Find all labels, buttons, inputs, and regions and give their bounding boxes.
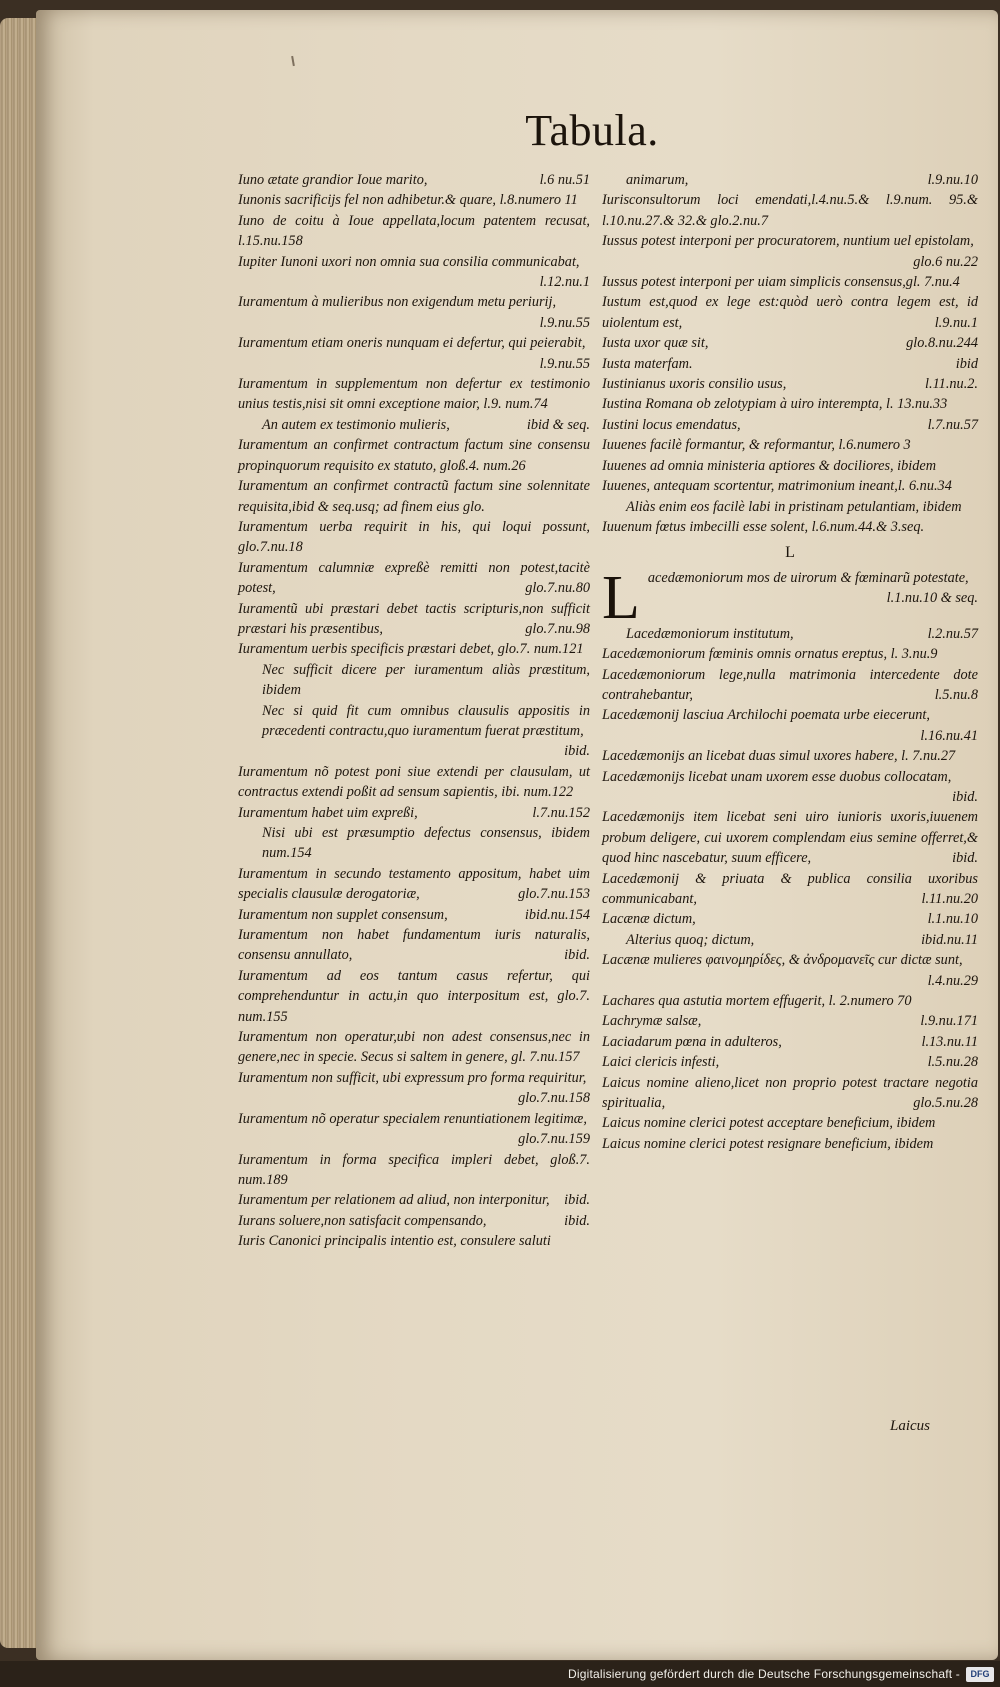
entry-reference: glo.7.nu.153 <box>518 886 590 903</box>
entry-text: Iuramentum nõ potest poni siue extendi per clausulam, ut contractus extendi poßit ad sensum sapientis, ibi. num.122 <box>238 763 590 801</box>
entry-text: Iuramentum in supplementum non defertur ex testimonio unius testis,nisi sit omni exceptione maior, l.9. num.74 <box>238 376 590 413</box>
entry-reference: ibid.nu.154 <box>524 906 590 923</box>
entry-reference: ibid & seq. <box>526 416 590 433</box>
entry-text: Iuramentum ad eos tantum casus refertur, qui comprehenduntur in actu,in quo interpositum est, glo.7. num.155 <box>238 967 590 1025</box>
index-entry <box>238 1231 590 1251</box>
index-subentry <box>238 660 590 701</box>
entry-reference: glo.8.nu.244 <box>906 335 978 352</box>
index-entry <box>602 272 978 292</box>
entry-reference: l.1.nu.10 <box>927 911 978 928</box>
book-page <box>36 10 998 1660</box>
index-entry <box>238 558 590 599</box>
entry-text: Nec si quid fit cum omnibus clausulis appositis in præcedenti contractu,quo iuramentum fuerat præstitum, <box>262 702 590 739</box>
entry-text: Iupiter Iunoni uxori non omnia sua consilia communicabat, <box>238 253 580 270</box>
index-entry <box>238 925 590 966</box>
index-entry <box>238 211 590 252</box>
entry-text: Iuramentum an confirmet contractum factum sine consensu propinquorum requisito ex statuto, gloß.4. num.26 <box>238 437 590 474</box>
entry-text: Iuno ætate grandior Ioue marito, <box>238 172 428 188</box>
index-entry <box>602 909 978 929</box>
index-entry <box>602 231 978 272</box>
entry-text: Laciadarum pœna in adulteros, <box>602 1033 782 1050</box>
index-column-left <box>238 170 590 1252</box>
entry-reference: glo.7.nu.158 <box>518 1090 590 1107</box>
index-entry <box>602 705 978 746</box>
entry-reference: l.11.nu.20 <box>921 891 978 907</box>
entry-text: Lacedæmonij & priuata & publica consilia uxoribus communicabant, <box>602 870 978 907</box>
footer-funding-text: Digitalisierung gefördert durch die Deutsche Forschungsgemeinschaft - <box>568 1667 960 1681</box>
section-first-entry <box>602 563 978 632</box>
entry-text: Iuramentũ ubi præstari debet tactis scripturis,non sufficit præstari his præsentibus, <box>238 600 590 637</box>
entry-text: Iuramentum in forma specifica impleri debet, gloß.7. num.189 <box>238 1151 590 1188</box>
index-entry <box>602 767 978 808</box>
entry-text: Iuramentum uerbis specificis præstari debet, glo.7. num.121 <box>238 641 584 658</box>
index-entry <box>602 333 978 353</box>
entry-text: Iuramentum non sufficit, ubi expressum pro forma requiritur, <box>238 1069 587 1086</box>
index-subentry <box>602 497 978 517</box>
index-entry <box>238 476 590 517</box>
entry-text: Iuramentum à mulieribus non exigendum metu periurij, <box>238 294 557 311</box>
index-entry <box>238 905 590 925</box>
entry-text: Iustina Romana ob zelotypiam à uiro interempta, l. 13.nu.33 <box>602 396 948 413</box>
entry-reference: glo.7.nu.80 <box>525 580 590 597</box>
entry-text: Iuuenum fœtus imbecilli esse solent, l.6.num.44.& 3.seq. <box>602 518 925 535</box>
dropcap-initial: L <box>602 563 640 632</box>
entry-text: Iussus potest interponi per uiam simplicis consensus,gl. 7.nu.4 <box>602 274 960 291</box>
entry-reference: l.4.nu.29 <box>927 972 978 989</box>
entry-text: Nec sufficit dicere per iuramentum aliàs præstitum, ibidem <box>262 661 590 699</box>
entry-text: Laicus nomine clerici potest resignare beneficium, ibidem <box>602 1135 934 1152</box>
entry-reference: l.5.nu.28 <box>927 1054 978 1071</box>
entry-text: An autem ex testimonio mulieris, <box>262 416 450 433</box>
entry-reference: l.16.nu.41 <box>920 727 978 744</box>
entry-text: Nisi ubi est præsumptio defectus consensus, ibidem num.154 <box>262 825 590 862</box>
book-page-edges <box>0 18 40 1648</box>
entry-reference: ibid. <box>564 1212 590 1229</box>
index-entry <box>238 639 590 659</box>
index-entry <box>602 292 978 333</box>
entry-reference: l.7.nu.152 <box>532 804 590 821</box>
entry-reference: l.9.nu.171 <box>920 1013 978 1030</box>
index-subentry <box>238 701 590 762</box>
entry-text: Iunonis sacrificijs fel non adhibetur.& quare, l.8.numero 11 <box>238 192 578 209</box>
section-l-entries <box>602 624 978 1155</box>
entry-text: Iusta materfam. <box>602 355 693 372</box>
entry-reference: l.12.nu.1 <box>539 274 590 291</box>
entry-text: Iuramentum nõ operatur specialem renuntiationem legitimæ, <box>238 1110 587 1127</box>
index-subentry <box>238 823 590 864</box>
entry-text: Lachares qua astutia mortem effugerit, l. 2.numero 70 <box>602 993 912 1010</box>
entry-text: Iuramentum non operatur,ubi non adest consensus,nec in genere,nec in specie. Secus si saltem in genere, gl. 7.nu.157 <box>238 1029 590 1066</box>
entry-reference: ibid. <box>564 1192 590 1209</box>
entry-reference: ibid. <box>952 788 978 805</box>
page-title: Tabula. <box>525 106 659 155</box>
catchword: Laicus <box>889 1418 930 1434</box>
entry-text: Iustini locus emendatus, <box>602 416 741 433</box>
index-entry <box>238 292 590 333</box>
entry-text: Iuramentum etiam oneris nunquam ei defertur, qui peierabit, <box>238 335 586 352</box>
entry-text: Laici clericis infesti, <box>602 1054 720 1071</box>
entry-text: Lacænæ dictum, <box>602 911 696 928</box>
entry-text: Iuramentum habet uim expreßi, <box>238 804 418 821</box>
entry-text: acedæmoniorum mos de uirorum & fœminarũ potestate, <box>647 569 969 586</box>
entry-reference: glo.7.nu.159 <box>518 1131 590 1148</box>
index-entry <box>238 435 590 476</box>
entry-text: Iuuenes, antequam scortentur, matrimonium ineant,l. 6.nu.34 <box>602 478 952 495</box>
entry-reference: glo.6 nu.22 <box>913 253 978 270</box>
entry-text: Alterius quoq; dictum, <box>626 931 755 948</box>
index-entry <box>602 435 978 455</box>
entry-text: Iuramentum in secundo testamento appositum, habet uim specialis clausulæ derogatoriæ, <box>238 865 590 903</box>
entry-reference: l.7.nu.57 <box>927 416 978 433</box>
entry-text: animarum, <box>626 172 689 188</box>
entry-reference: l.13.nu.11 <box>921 1033 978 1050</box>
entry-reference: l.9.nu.10 <box>927 172 978 188</box>
entry-text: Iussus potest interponi per procuratorem, nuntium uel epistolam, <box>602 233 974 250</box>
entry-text: Lacedæmoniorum institutum, <box>626 625 794 642</box>
index-entry <box>602 190 978 231</box>
index-entry <box>602 1011 978 1031</box>
index-entry <box>602 1032 978 1052</box>
entry-reference: glo.5.nu.28 <box>913 1095 978 1112</box>
entry-reference: ibid.nu.11 <box>921 931 978 948</box>
index-entry <box>602 1113 978 1133</box>
index-entry <box>238 1027 590 1068</box>
entry-text: Iustinianus uxoris consilio usus, <box>602 376 787 393</box>
entry-text: Iuno de coitu à Ioue appellata,locum patentem recusat, l.15.nu.158 <box>238 212 590 250</box>
index-entry <box>238 966 590 1027</box>
entry-text: Lachrymæ salsæ, <box>602 1013 702 1030</box>
index-entry <box>602 1052 978 1072</box>
index-entry <box>238 803 590 823</box>
entry-reference: l.6 nu.51 <box>539 172 590 188</box>
index-entry <box>602 950 978 991</box>
entry-text: Aliàs enim eos facilè labi in pristinam petulantiam, ibidem <box>626 498 962 515</box>
entry-reference: l.2.nu.57 <box>927 625 978 642</box>
entry-text: Iuuenes facilè formantur, & reformantur, l.6.numero 3 <box>602 437 911 454</box>
entry-reference: ibid <box>955 355 978 372</box>
entry-text: Iuris Canonici principalis intentio est, consulere saluti <box>238 1233 551 1250</box>
index-entry <box>602 415 978 435</box>
dfg-logo-icon: DFG <box>966 1667 994 1682</box>
entry-text: Iustum est,quod ex lege est:quòd uerò contra legem est, id uiolentum est, <box>602 294 978 331</box>
index-entry <box>602 456 978 476</box>
ink-mark <box>291 56 295 66</box>
right-column-entries <box>602 170 978 537</box>
index-entry <box>602 1134 978 1154</box>
index-entry <box>602 374 978 394</box>
entry-text: Lacedæmonij lasciua Archilochi poemata urbe eiecerunt, <box>602 707 930 724</box>
entry-reference: ibid. <box>564 947 590 964</box>
entry-text: Lacedæmoniorum lege,nulla matrimonia intercedente dote contrahebantur, <box>602 666 978 703</box>
entry-reference: l.11.nu.2. <box>925 376 978 393</box>
section-letter-heading: L <box>785 544 795 562</box>
entry-reference: ibid. <box>952 850 978 867</box>
index-entry <box>602 354 978 374</box>
entry-reference: glo.7.nu.98 <box>525 620 590 637</box>
entry-text: Iuramentum non habet fundamentum iuris naturalis, consensu annullato, <box>238 927 590 964</box>
index-entry <box>238 170 590 190</box>
index-subentry <box>602 930 978 950</box>
entry-reference: l.9.nu.55 <box>539 314 590 331</box>
entry-reference: l.5.nu.8 <box>934 686 978 703</box>
entry-text: Iuramentum per relationem ad aliud, non interponitur, <box>238 1192 550 1209</box>
entry-reference: l.9.nu.1 <box>934 314 978 331</box>
index-entry <box>602 807 978 868</box>
index-entry <box>602 517 978 537</box>
index-entry <box>238 864 590 905</box>
entry-text: Iuramentum non supplet consensum, <box>238 906 448 923</box>
entry-text: Iuramentum an confirmet contractũ factum sine solennitate requisita,ibid & seq.usq; ad finem eius glo. <box>238 478 590 515</box>
index-entry <box>238 1211 590 1231</box>
index-entry <box>238 252 590 293</box>
index-entry <box>238 1068 590 1109</box>
index-entry <box>238 1150 590 1191</box>
index-entry <box>238 374 590 415</box>
entry-text: Iuramentum uerba requirit in his, qui loqui possunt, glo.7.nu.18 <box>238 518 590 556</box>
entry-text: Laicus nomine alieno,licet non proprio potest tractare negotia spiritualia, <box>602 1074 978 1112</box>
footer-bar <box>0 1661 1000 1687</box>
entry-text: Iuramentum calumniæ expreßè remitti non potest,tacitè potest, <box>238 559 590 597</box>
entry-text: Lacænæ mulieres φαινομηρίδες, & ἀνδρομανεῖς cur dictæ sunt, <box>602 952 963 969</box>
entry-text: Lacedæmonijs licebat unam uxorem esse duobus collocatam, <box>602 768 952 785</box>
index-entry <box>602 1073 978 1114</box>
entry-text: Iusta uxor quæ sit, <box>602 335 709 352</box>
index-entry <box>602 476 978 496</box>
entry-text: Lacedæmonijs an licebat duas simul uxores habere, l. 7.nu.27 <box>602 748 956 765</box>
entry-text: Iuuenes ad omnia ministeria aptiores & dociliores, ibidem <box>602 457 937 474</box>
entry-text: Laicus nomine clerici potest acceptare beneficium, ibidem <box>602 1115 936 1132</box>
entry-reference: ibid. <box>564 743 590 760</box>
index-column-right <box>602 170 978 1154</box>
index-entry <box>602 746 978 766</box>
index-subentry <box>602 170 978 190</box>
index-subentry <box>238 415 590 435</box>
index-entry <box>602 644 978 664</box>
entry-text: Iurisconsultorum loci emendati,l.4.nu.5.& l.9.num. 95.& l.10.nu.27.& 32.& glo.2.nu.7 <box>602 192 978 229</box>
index-entry <box>602 991 978 1011</box>
index-entry <box>602 665 978 706</box>
index-entry <box>238 762 590 803</box>
index-entry <box>602 394 978 414</box>
entry-text: Lacedæmonijs item licebat seni uiro iunioris uxoris,iuuenem probum deligere, cui uxorem complendam eius semine offerret,& quod hinc nascebatur, suum efficere, <box>602 809 978 867</box>
entry-reference: l.1.nu.10 & seq. <box>886 590 978 607</box>
entry-text: Iurans soluere,non satisfacit compensando, <box>238 1212 487 1229</box>
entry-reference: l.9.nu.55 <box>539 355 590 372</box>
index-entry <box>238 1109 590 1150</box>
index-entry <box>238 333 590 374</box>
index-entry <box>602 869 978 910</box>
entry-text: Lacedæmoniorum fœminis omnis ornatus ereptus, l. 3.nu.9 <box>602 646 938 663</box>
index-entry <box>238 190 590 210</box>
index-entry <box>238 1190 590 1210</box>
index-entry <box>238 599 590 640</box>
index-entry <box>238 517 590 558</box>
index-subentry <box>602 624 978 644</box>
